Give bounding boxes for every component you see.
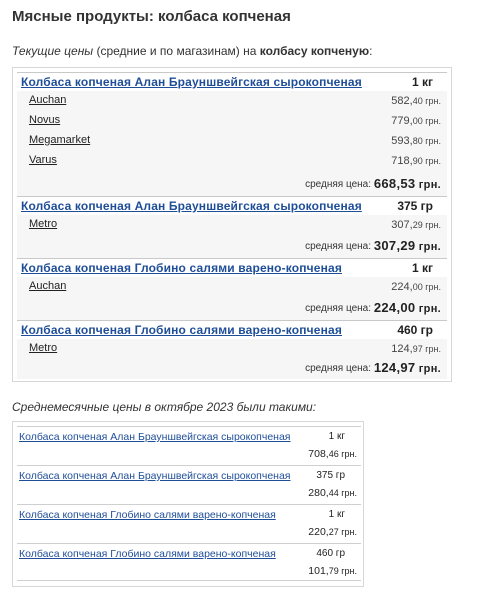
store-link[interactable]: Metro xyxy=(29,342,58,354)
intro-part-avg-and-stores: (средние и по магазинам) xyxy=(93,44,244,58)
store-row xyxy=(17,151,447,173)
product-weight: 1 кг xyxy=(411,261,433,275)
monthly-row xyxy=(17,543,361,581)
store-price: 124,97 грн. xyxy=(391,343,441,355)
product-header xyxy=(17,196,447,216)
store-row xyxy=(17,91,447,113)
current-prices-table xyxy=(12,67,452,382)
store-link[interactable]: Metro xyxy=(29,218,58,230)
average-price-row xyxy=(17,357,447,379)
monthly-row xyxy=(17,426,361,463)
monthly-row xyxy=(17,504,361,541)
average-price-value: 307,29 грн. xyxy=(373,238,441,253)
average-price-value: 668,53 грн. xyxy=(373,176,441,191)
monthly-price: 101,79 грн. xyxy=(308,565,357,577)
average-price-label: средняя цена: xyxy=(305,303,371,314)
intro-text xyxy=(12,44,372,58)
monthly-prices-table xyxy=(12,421,364,587)
monthly-price: 220,27 грн. xyxy=(308,526,357,538)
store-row xyxy=(17,277,447,299)
intro-part-on: на xyxy=(243,44,260,58)
store-price: 593,80 грн. xyxy=(391,135,441,147)
monthly-product-link[interactable]: Колбаса копченая Глобино салями варено-копченая xyxy=(19,548,276,560)
product-group-body xyxy=(17,91,447,197)
average-price-value: 124,97 грн. xyxy=(373,360,441,375)
monthly-weight: 1 кг xyxy=(328,509,345,520)
average-price-label: средняя цена: xyxy=(305,179,371,190)
store-link[interactable]: Auchan xyxy=(29,280,67,292)
product-weight: 1 кг xyxy=(411,75,433,89)
store-price: 307,29 грн. xyxy=(391,219,441,231)
intro-part-current-prices: Текущие цены xyxy=(12,44,94,58)
store-link[interactable]: Auchan xyxy=(29,94,67,106)
product-weight: 460 гр xyxy=(397,323,433,337)
store-row xyxy=(17,131,447,153)
intro-part-colon: : xyxy=(369,44,373,58)
store-price: 779,00 грн. xyxy=(391,115,441,127)
product-weight: 375 гр xyxy=(397,199,433,213)
monthly-row xyxy=(17,465,361,502)
product-link[interactable]: Колбаса копченая Алан Брауншвейгская сырокопченая xyxy=(21,75,362,89)
monthly-price: 708,46 грн. xyxy=(308,448,357,460)
product-group-body xyxy=(17,277,447,321)
store-price: 582,40 грн. xyxy=(391,95,441,107)
average-price-row xyxy=(17,173,447,195)
store-link[interactable]: Novus xyxy=(29,114,61,126)
product-header xyxy=(17,258,447,278)
monthly-price: 280,44 грн. xyxy=(308,487,357,499)
store-price: 224,00 грн. xyxy=(391,281,441,293)
average-price-label: средняя цена: xyxy=(305,363,371,374)
product-group-body xyxy=(17,339,447,379)
product-link[interactable]: Колбаса копченая Глобино салями варено-копченая xyxy=(21,261,342,275)
average-price-row xyxy=(17,297,447,319)
monthly-product-link[interactable]: Колбаса копченая Алан Брауншвейгская сырокопченая xyxy=(19,431,291,443)
average-price-label: средняя цена: xyxy=(305,241,371,252)
monthly-product-link[interactable]: Колбаса копченая Глобино салями варено-копченая xyxy=(19,509,276,521)
monthly-weight: 375 гр xyxy=(316,470,345,481)
average-price-value: 224,00 грн. xyxy=(373,300,441,315)
monthly-weight: 460 гр xyxy=(316,548,345,559)
product-group-body xyxy=(17,215,447,259)
page-title: Мясные продукты: колбаса копченая xyxy=(12,8,291,25)
store-price: 718,90 грн. xyxy=(391,155,441,167)
product-header xyxy=(17,320,447,340)
store-link[interactable]: Varus xyxy=(29,154,57,166)
product-header xyxy=(17,72,447,92)
monthly-prices-title: Среднемесячные цены в октябре 2023 были такими: xyxy=(12,400,317,414)
product-link[interactable]: Колбаса копченая Глобино салями варено-копченая xyxy=(21,323,342,337)
store-row xyxy=(17,215,447,237)
average-price-row xyxy=(17,235,447,257)
product-link[interactable]: Колбаса копченая Алан Брауншвейгская сырокопченая xyxy=(21,199,362,213)
monthly-product-link[interactable]: Колбаса копченая Алан Брауншвейгская сырокопченая xyxy=(19,470,291,482)
store-link[interactable]: Megamarket xyxy=(29,134,91,146)
intro-part-product: колбасу копченую xyxy=(259,44,370,58)
store-row xyxy=(17,111,447,133)
monthly-weight: 1 кг xyxy=(328,431,345,442)
